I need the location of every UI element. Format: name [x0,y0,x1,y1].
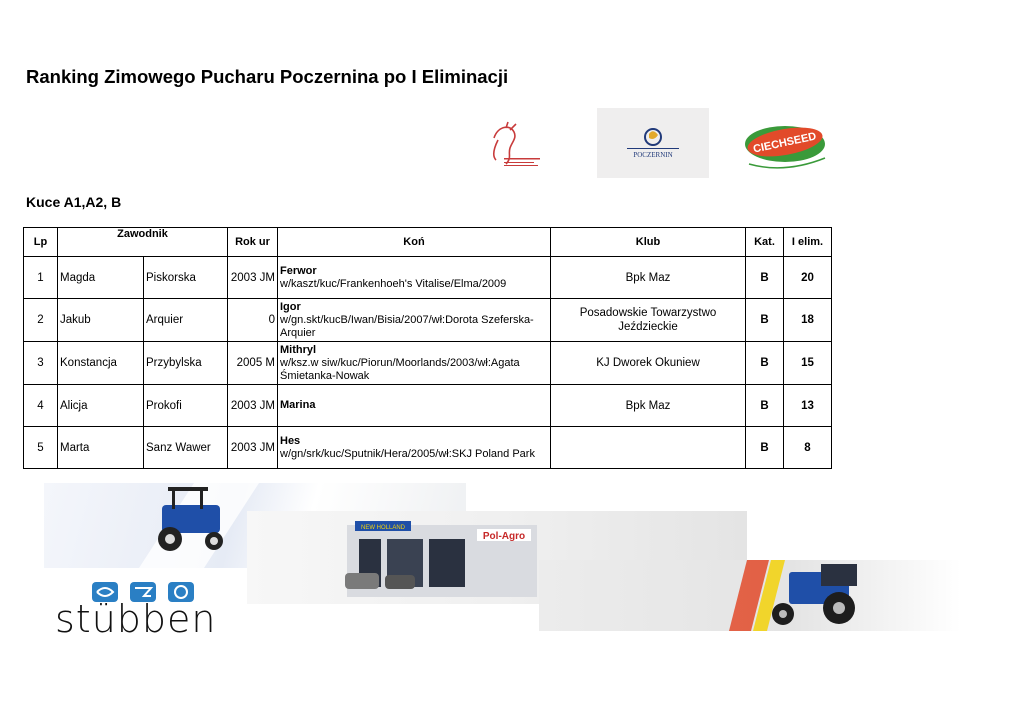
cell-club: KJ Dworek Okuniew [551,342,746,385]
cell-rok: 2005 M [228,342,278,385]
cell-kat: B [746,257,784,299]
cell-last-name: Arquier [144,299,228,342]
cell-last-name: Sanz Wawer [144,427,228,469]
ranking-table [23,227,832,469]
horse-info: w/gn/srk/kuc/Sputnik/Hera/2005/wł:SKJ Poland Park [280,447,535,460]
cell-horse [278,342,551,385]
cell-horse [278,427,551,469]
cell-rok: 2003 JM [228,257,278,299]
horse-info: w/gn.skt/kucB/Iwan/Bisia/2007/wł:Dorota Szeferska- [280,314,534,326]
col-lp: Lp [24,228,58,257]
table-row [24,427,832,469]
horse-name: Hes [280,434,301,447]
cell-first-name: Jakub [58,299,144,342]
table-header-row [24,228,832,257]
ciechseed-logo [741,120,833,174]
cell-lp: 1 [24,257,58,299]
table-row [24,257,832,299]
new-holland-sign: NEW HOLLAND [360,525,406,531]
cell-last-name: Piskorska [144,257,228,299]
col-kon: Koń [278,228,551,257]
cell-kat: B [746,342,784,385]
cell-last-name: Przybylska [144,342,228,385]
table-row [24,385,832,427]
cell-elim: 13 [784,385,832,427]
cell-elim: 15 [784,342,832,385]
horse-club-logo [484,118,548,176]
cell-rok: 2003 JM [228,385,278,427]
cell-kat: B [746,427,784,469]
col-klub: Klub [551,228,746,257]
sponsor-banner-tractor-large [539,560,961,631]
cell-horse [278,299,551,342]
cell-first-name: Magda [58,257,144,299]
horse-name: Ferwor [280,264,317,277]
cell-lp: 3 [24,342,58,385]
cell-lp: 4 [24,385,58,427]
club-line1: Posadowskie Towarzystwo [579,307,717,319]
cell-last-name: Prokofi [144,385,228,427]
table-row [24,299,832,342]
cell-kat: B [746,299,784,342]
dealership-building-image [345,521,537,597]
cell-horse [278,257,551,299]
large-tractor-image [772,564,857,625]
cell-kat: B [746,385,784,427]
poczernin-logo-text: POCZERNIN [633,151,673,159]
cell-club [551,427,746,469]
horse-info-line2: Arquier [280,327,316,339]
horse-name: Igor [280,301,301,313]
cell-club: Bpk Maz [551,257,746,299]
stubben-logo-text: stübben [55,597,217,641]
table-row [24,342,832,385]
cell-elim: 18 [784,299,832,342]
pol-agro-sign: Pol-Agro [482,531,526,542]
col-kat: Kat. [746,228,784,257]
horse-info: w/kaszt/kuc/Frankenhoeh's Vitalise/Elma/2009 [280,277,507,290]
page-title: Ranking Zimowego Pucharu Poczernina po I Eliminacji [26,66,509,87]
category-subtitle: Kuce A1,A2, B [26,194,122,210]
ciechseed-logo-text: CIECHSEED [752,130,818,156]
cell-lp: 5 [24,427,58,469]
cell-elim: 8 [784,427,832,469]
col-zawodnik: Zawodnik [58,228,228,257]
cell-rok: 2003 JM [228,427,278,469]
col-rok: Rok ur [228,228,278,257]
horse-info: w/ksz.w siw/kuc/Piorun/Moorlands/2003/wł:Agata [280,357,520,369]
cell-rok: 0 [228,299,278,342]
cell-first-name: Konstancja [58,342,144,385]
cell-elim: 20 [784,257,832,299]
cell-first-name: Marta [58,427,144,469]
cell-horse [278,385,551,427]
cell-club [551,299,746,342]
cell-first-name: Alicja [58,385,144,427]
cell-lp: 2 [24,299,58,342]
poczernin-logo [597,108,709,178]
horse-name: Mithryl [280,344,317,356]
col-elim: I elim. [784,228,832,257]
horse-name: Marina [280,399,316,411]
cell-club: Bpk Maz [551,385,746,427]
horse-info-line2: Śmietanka-Nowak [280,370,370,382]
club-line2: Jeździeckie [618,321,678,333]
